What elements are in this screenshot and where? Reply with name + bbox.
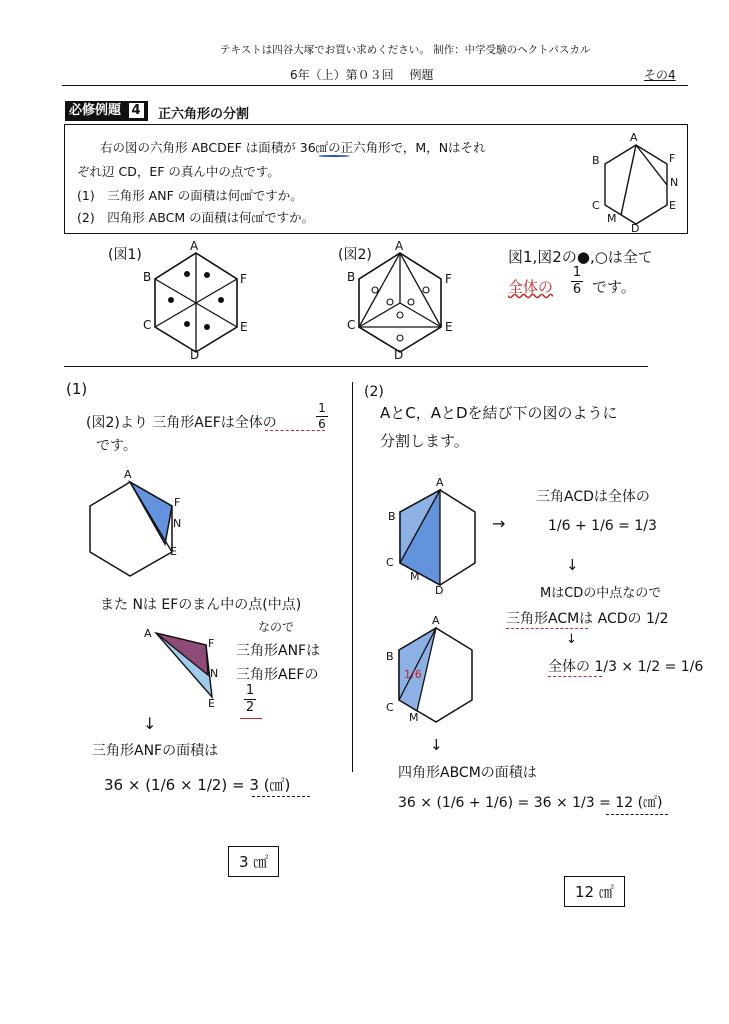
part2-hex2-label-C: C — [386, 701, 394, 714]
part2-line-2: 分割します。 — [380, 432, 469, 450]
fig1-label-B: B — [143, 270, 152, 284]
fig2-label: (図2) — [338, 247, 372, 263]
part2-line-1: AとC，AとDを結び下の図のように — [380, 404, 618, 422]
figures-note-line-2: 全体の — [508, 278, 554, 296]
part1-tri-label-A: A — [144, 627, 152, 640]
part2-hex2-label-B: B — [386, 650, 394, 663]
fig1-label-F: F — [240, 272, 247, 286]
part2-line-3: 三角ACDは全体の — [536, 489, 650, 505]
part1-hex1-label-F: F — [174, 496, 181, 509]
figures-note-tail: です。 — [592, 278, 636, 296]
part1-arrow: ↓ — [143, 714, 157, 733]
part1-tri-label-E: E — [208, 697, 215, 710]
label-C: C — [592, 199, 600, 212]
label-A: A — [630, 131, 638, 144]
fig1-label: (図1) — [108, 247, 142, 263]
part2-arrow-2: ↓ — [566, 632, 577, 647]
part2-calc-underline — [606, 814, 668, 815]
part1-tri-label-F: F — [208, 637, 215, 650]
part2-answer-box: 12 ㎠ — [564, 876, 625, 907]
part1-calculation: 36 × (1/6 × 1/2) = 3 (㎠) — [104, 776, 291, 794]
fraction-denominator: 6 — [572, 282, 582, 297]
header-page-number: その4 — [644, 68, 676, 82]
fig1-label-E: E — [240, 320, 248, 334]
part1-tri-label-N: N — [210, 667, 219, 680]
part2-line-7: 四角形ABCMの面積は — [398, 765, 537, 781]
fraction-denominator: 2 — [245, 700, 255, 715]
part2-arrow-1: ↓ — [566, 556, 579, 574]
fig2-label-B: B — [347, 270, 356, 284]
fig1-label-C: C — [143, 318, 152, 332]
header-source-line: テキストは四谷大塚でお買い求めください。 制作：中学受験のヘクトパスカル — [220, 44, 591, 56]
fraction-numerator: 1 — [318, 401, 326, 415]
question-1: (1) 三角形 ANF の面積は何㎠ですか。 — [77, 188, 303, 203]
fig2-label-D: D — [394, 348, 404, 362]
label-N: N — [670, 176, 679, 189]
part1-line-1: (図2)より 三角形AEFは全体の — [86, 415, 277, 431]
figures-note-line-1: 図1,図2の●,○は全て — [508, 248, 653, 266]
section-title: 正六角形の分割 — [158, 107, 250, 122]
part1-line-4: なので — [258, 620, 295, 634]
part2-hex2-label-M: M — [409, 711, 419, 724]
part1-answer-box: 3 ㎠ — [228, 846, 279, 877]
part1-line-2: です。 — [96, 438, 137, 454]
fraction-denominator: 6 — [318, 417, 326, 431]
problem-line-2: ぞれ辺 CD，EF の真ん中の点です。 — [77, 164, 280, 179]
part2-arrow-3: ↓ — [430, 736, 443, 754]
label-F: F — [669, 152, 676, 165]
fig2-label-E: E — [445, 320, 453, 334]
fig2-label-F: F — [445, 272, 452, 286]
part1-hex1-label-A: A — [124, 468, 132, 481]
part1-line-3: また Nは EFのまん中の点(中点) — [100, 597, 302, 613]
label-D: D — [631, 222, 640, 235]
fig1-label-A: A — [190, 239, 199, 253]
part1-line-7: 三角形ANFの面積は — [92, 743, 219, 759]
part1-hex1-label-N: N — [173, 517, 182, 530]
problem-line-1: 右の図の六角形 ABCDEF は面積が 36㎠の正六角形で，M，Nはそれ — [100, 140, 486, 155]
part2-hex2-label-A: A — [432, 614, 440, 627]
section-badge-number: 4 — [129, 103, 144, 118]
part2-hex1-label-M: M — [410, 570, 420, 583]
section-badge-label: 必修例題 — [69, 103, 122, 118]
label-E: E — [669, 199, 676, 212]
part2-hex1-label-A: A — [436, 476, 444, 489]
part1-line-6: 三角形AEFの — [236, 667, 319, 683]
label-B: B — [592, 154, 600, 167]
fig2-label-C: C — [347, 318, 356, 332]
part1-line-5: 三角形ANFは — [236, 643, 321, 659]
label-M: M — [607, 212, 617, 225]
part2-hex1-label-D: D — [435, 584, 444, 597]
part1-hex1-label-E: E — [170, 545, 177, 558]
header-lesson-line: 6年（上）第０３回 例題 — [290, 68, 434, 82]
part2-hex2-sixth-label: 1/6 — [404, 668, 422, 681]
part2-line-5: 三角形ACMは ACDの 1/2 — [506, 611, 669, 627]
question-2: (2) 四角形 ABCM の面積は何㎠ですか。 — [77, 210, 315, 225]
part2-calculation: 36 × (1/6 + 1/6) = 36 × 1/3 = 12 (㎠) — [398, 795, 663, 811]
part2-line-6: 全体の 1/3 × 1/2 = 1/6 — [548, 659, 704, 675]
fig1-label-D: D — [190, 348, 200, 362]
part1-number: (1) — [66, 380, 88, 398]
part2-arrow-right: → — [492, 514, 506, 533]
fraction-numerator: 1 — [245, 683, 255, 698]
part2-number: (2) — [364, 384, 384, 400]
fraction-numerator: 1 — [572, 265, 582, 280]
fig2-label-A: A — [395, 239, 404, 253]
part2-hex1-label-B: B — [388, 510, 396, 523]
part2-line-4: MはCDの中点なので — [540, 586, 662, 601]
part2-line-3-calc: 1/6 + 1/6 = 1/3 — [548, 518, 657, 534]
part2-hex1-label-C: C — [386, 556, 394, 569]
